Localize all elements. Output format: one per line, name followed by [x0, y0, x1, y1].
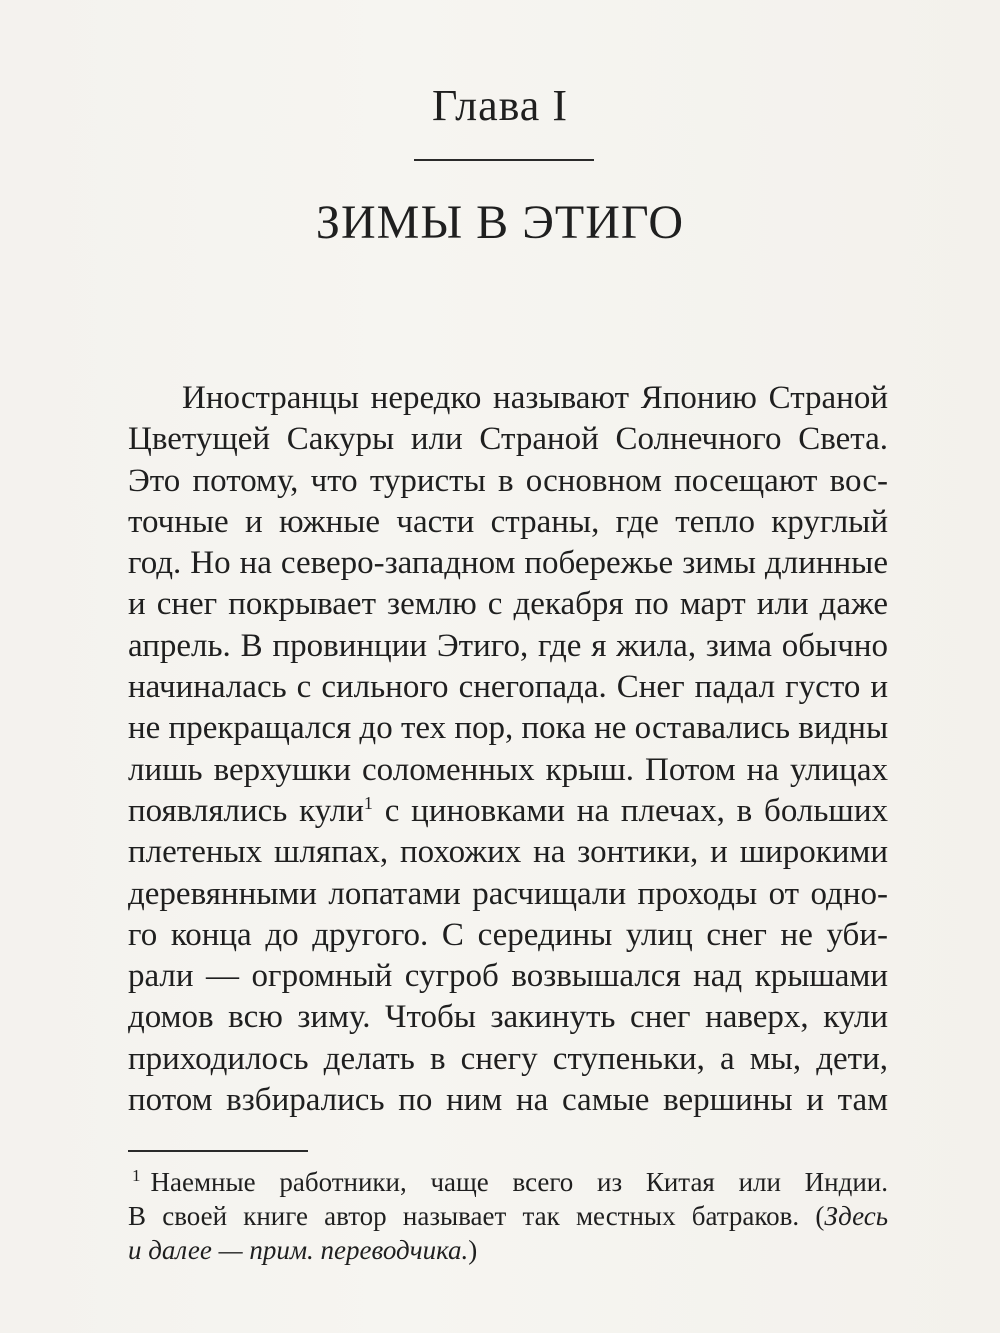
footnote-text: Наемные работники, чаще всего из Китая или Индии. — [150, 1167, 888, 1197]
chapter-title: ЗИМЫ В ЭТИГО — [315, 196, 685, 249]
text-line: Это потому, что туристы в основном посещают вос- — [128, 462, 888, 499]
footnote-number: 1 — [132, 1166, 141, 1185]
text-segment: появлялись кули — [128, 792, 364, 829]
text-line: деревянными лопатами расчищали проходы от одно- — [128, 875, 888, 912]
chapter-label: Глава I — [432, 81, 568, 130]
footnote-text: ) — [468, 1235, 478, 1265]
text-line: плетеных шляпах, похожих на зонтики, и широкими — [128, 834, 888, 871]
text-line: Иностранцы нередко называют Японию Страной — [182, 380, 888, 416]
text-line: точные и южные части страны, где тепло круглый — [128, 503, 888, 540]
footnote-italic-text: и далее — прим. переводчика. — [128, 1235, 469, 1265]
text-line: рали — огромный сугроб возвышался над крышами — [128, 958, 888, 995]
text-line: год. Но на северо-западном побережье зимы длинные — [128, 545, 888, 582]
text-segment: с циновками на плечах, в больших — [384, 792, 889, 829]
text-line: начиналась с сильного снегопада. Снег падал густо и — [128, 669, 888, 706]
footnote-text: В своей книге автор называет так местных батраков. ( — [128, 1201, 825, 1231]
text-line: лишь верхушки соломенных крыш. Потом на улицах — [128, 751, 888, 788]
footnote-line — [128, 1233, 888, 1267]
chapter-divider — [414, 159, 594, 161]
body-text — [128, 378, 888, 1121]
footnote-divider — [128, 1150, 308, 1152]
text-line: приходилось делать в снегу ступеньки, а мы, дети, — [128, 1040, 888, 1077]
footnote-line — [128, 1199, 888, 1233]
text-line: Цветущей Сакуры или Страной Солнечного Света. — [128, 421, 888, 458]
text-line: потом взбирались по ним на самые вершины и там — [128, 1082, 888, 1119]
text-line: апрель. В провинции Этиго, где я жила, зима обычно — [128, 627, 888, 664]
footnote-line — [128, 1165, 888, 1199]
text-line: домов всю зиму. Чтобы закинуть снег наверх, кули — [128, 999, 888, 1036]
footnote-reference: 1 — [363, 792, 373, 813]
text-line: го конца до другого. С середины улиц снег не уби- — [128, 916, 888, 953]
footnote — [128, 1165, 888, 1267]
text-line: и снег покрывает землю с декабря по март или даже — [128, 586, 888, 623]
footnote-italic-text: Здесь — [824, 1201, 888, 1231]
text-line: не прекращался до тех пор, пока не оставались видны — [128, 710, 889, 747]
text-line — [128, 791, 888, 832]
